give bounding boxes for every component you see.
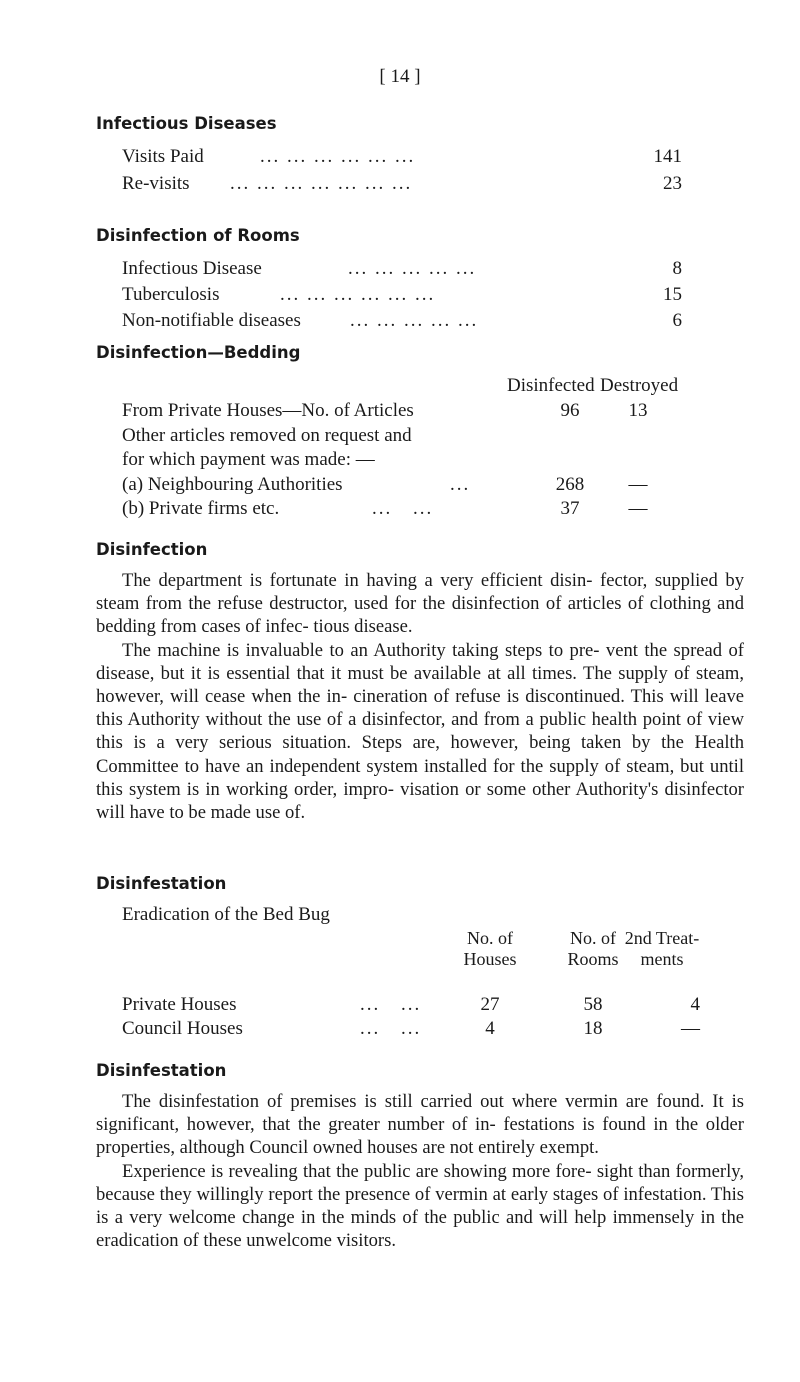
private-houses-articles-label: From Private Houses—No. of Articles bbox=[122, 400, 414, 421]
paragraph: The department is fortunate in having a very efficient disin- fector, supplied by steam from the refuse destructor, used for the disinfection of articles of clothing and bedding from cases of infec- tious disease. bbox=[96, 570, 744, 638]
row-label: Re-visits bbox=[122, 173, 190, 194]
row-value: 15 bbox=[663, 284, 682, 305]
disinfestation-heading-2: Disinfestation bbox=[96, 1061, 227, 1080]
row-leader-dots: ... bbox=[450, 474, 471, 495]
council-houses-treatments: — bbox=[681, 1018, 700, 1039]
council-houses-label: Council Houses bbox=[122, 1018, 243, 1039]
page-number: [ 14 ] bbox=[379, 66, 421, 87]
disinfection-text bbox=[96, 569, 744, 824]
private-houses-destroyed: 13 bbox=[628, 400, 648, 421]
disinfection-heading: Disinfection bbox=[96, 540, 208, 559]
row-leader-dots: ... ... ... ... ... ... ... bbox=[230, 173, 413, 194]
private-houses-rooms: 58 bbox=[583, 994, 603, 1015]
private-houses-label: Private Houses bbox=[122, 994, 237, 1015]
bedding-heading: Disinfection—Bedding bbox=[96, 343, 301, 362]
col-header-line: ments bbox=[640, 949, 684, 969]
row-value: 141 bbox=[653, 146, 682, 167]
private-firms-label: (b) Private firms etc. bbox=[122, 498, 280, 519]
tuberculosis-row bbox=[122, 284, 682, 308]
council-houses-rooms: 18 bbox=[583, 1018, 603, 1039]
col-header-line: Rooms bbox=[567, 949, 619, 969]
col-header-line: No. of bbox=[570, 928, 616, 948]
col-header-disinfected: Disinfected bbox=[507, 375, 595, 396]
other-articles-line2: for which payment was made: — bbox=[122, 449, 375, 470]
infectious-disease-row bbox=[122, 258, 682, 282]
col-header-line: Houses bbox=[463, 949, 517, 969]
visits-paid-row bbox=[122, 146, 682, 170]
bed-bug-subheading: Eradication of the Bed Bug bbox=[122, 904, 330, 925]
other-articles-line1: Other articles removed on request and bbox=[122, 425, 412, 446]
re-visits-row bbox=[122, 173, 682, 197]
private-houses-treatments: 4 bbox=[690, 994, 700, 1015]
row-label: Visits Paid bbox=[122, 146, 204, 167]
non-notifiable-row bbox=[122, 310, 682, 334]
paragraph: The disinfestation of premises is still carried out where vermin are found. It is significant, however, that the greater number of in- festations is found in the older properties, although Council owned houses are not entirely exempt. bbox=[96, 1091, 744, 1159]
disinfestation-text bbox=[96, 1090, 744, 1252]
row-leader-dots: ... ... ... ... ... bbox=[348, 258, 477, 279]
private-firms-destroyed: — bbox=[628, 498, 648, 519]
neighbouring-authorities-label: (a) Neighbouring Authorities bbox=[122, 474, 343, 495]
row-leader-dots: ... ... ... ... ... ... bbox=[260, 146, 416, 167]
row-leader-dots: ... ... ... ... ... bbox=[350, 310, 479, 331]
row-label: Infectious Disease bbox=[122, 258, 262, 279]
row-leader-dots: ... ... bbox=[360, 994, 422, 1015]
row-leader-dots: ... ... bbox=[360, 1018, 422, 1039]
row-value: 6 bbox=[672, 310, 682, 331]
col-header-treatments bbox=[612, 928, 712, 970]
disinfection-of-rooms-heading: Disinfection of Rooms bbox=[96, 226, 300, 245]
private-houses-count: 27 bbox=[480, 994, 500, 1015]
col-header-destroyed: Destroyed bbox=[600, 375, 679, 396]
infectious-diseases-heading: Infectious Diseases bbox=[96, 114, 277, 133]
private-firms-disinfected: 37 bbox=[560, 498, 580, 519]
row-label: Tuberculosis bbox=[122, 284, 220, 305]
private-houses-disinfected: 96 bbox=[560, 400, 580, 421]
paragraph: Experience is revealing that the public are showing more fore- sight than formerly, because they willingly report the presence of vermin at early stages of infestation. This is a very welcome change in the minds of the public and will help immensely in the eradication of these unwelcome visitors. bbox=[96, 1160, 744, 1252]
disinfestation-heading-1: Disinfestation bbox=[96, 874, 227, 893]
row-leader-dots: ... ... bbox=[372, 498, 434, 519]
row-value: 8 bbox=[672, 258, 682, 279]
council-houses-count: 4 bbox=[485, 1018, 495, 1039]
row-label: Non-notifiable diseases bbox=[122, 310, 301, 331]
neighbouring-destroyed: — bbox=[628, 474, 648, 495]
col-header-line: 2nd Treat- bbox=[624, 928, 700, 948]
paragraph: The machine is invaluable to an Authority taking steps to pre- vent the spread of disease, but it is essential that it must be available at all times. The supply of steam, however, will cease when the in- cineration of refuse is discontinued. This will leave this Authority without the use of a disinfector, and from a public health point of view this is a very serious situation. Steps are, however, being taken by the Health Committee to have an independent system installed for the supply of steam, but until this system is in working order, impro- visation or some other Authority's disinfector will have to be made use of. bbox=[96, 639, 744, 824]
row-leader-dots: ... ... ... ... ... ... bbox=[280, 284, 436, 305]
col-header-line: No. of bbox=[467, 928, 513, 948]
row-value: 23 bbox=[663, 173, 682, 194]
col-header-houses bbox=[445, 928, 535, 970]
neighbouring-disinfected: 268 bbox=[555, 474, 585, 495]
